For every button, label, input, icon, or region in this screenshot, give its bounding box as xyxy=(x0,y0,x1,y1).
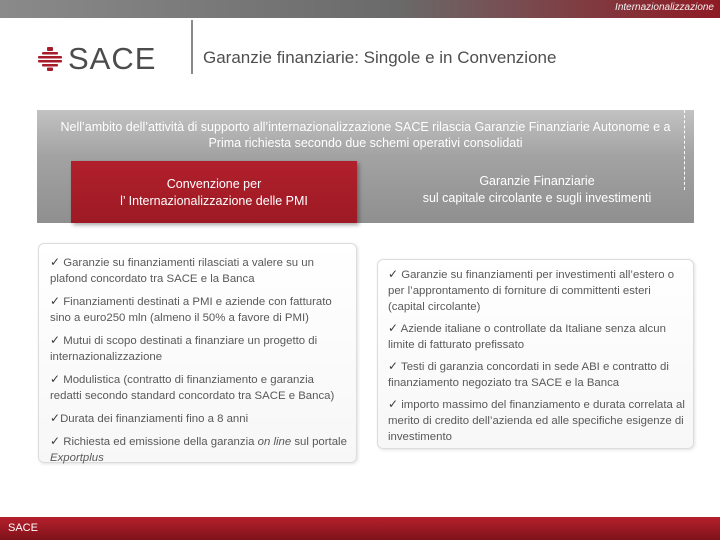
convenzione-details-panel xyxy=(38,243,357,463)
list-item xyxy=(50,293,348,326)
checkmark-icon: ✓ xyxy=(388,397,399,411)
header-divider xyxy=(191,20,193,74)
checkmark-icon: ✓ xyxy=(50,294,61,308)
convenzione-list xyxy=(50,254,348,466)
list-item-text: Garanzie su finanziamenti per investimenti all’estero o per l’approntamento di forniture di committenti esteri (capital circolante) xyxy=(388,269,675,313)
list-item-text: on line xyxy=(257,436,292,448)
list-item xyxy=(50,332,348,365)
sace-logo xyxy=(38,41,157,76)
list-item-text: Mutui di scopo destinati a finanziare un progetto di internazionalizzazione xyxy=(50,335,318,363)
intro-text: Nell’ambito dell’attività di supporto all’internazionalizzazione SACE rilascia Garanzie Finanziarie Autonome e a Prima richiesta secondo due schemi operativi consolidati xyxy=(60,120,671,150)
checkmark-icon: ✓ xyxy=(388,359,399,373)
list-item xyxy=(50,433,348,466)
checkmark-icon: ✓ xyxy=(50,434,61,448)
checkmark-icon: ✓ xyxy=(388,321,399,335)
checkmark-icon: ✓ xyxy=(388,267,399,281)
checkmark-icon: ✓ xyxy=(50,372,61,386)
convenzione-box-label: Convenzione per l’ Internazionalizzazione delle PMI xyxy=(120,177,308,208)
logo-text: SACE xyxy=(68,41,157,76)
page-title: Garanzie finanziarie: Singole e in Convenzione xyxy=(203,48,557,67)
list-item-text: Testi di garanzia concordati in sede ABI e contratto di finanziamento negoziato tra SACE e la Banca xyxy=(388,361,669,389)
list-item xyxy=(50,371,348,404)
list-item xyxy=(388,266,687,315)
convenzione-box xyxy=(71,161,357,223)
garanzie-details-panel xyxy=(377,259,694,449)
footer-label: SACE xyxy=(8,522,38,534)
intro-banner xyxy=(37,110,694,223)
list-item-text: Durata dei finanziamenti fino a 8 anni xyxy=(60,413,249,425)
checkmark-icon: ✓ xyxy=(50,411,61,425)
list-item xyxy=(50,410,348,427)
list-item-text: sul portale xyxy=(291,436,347,448)
list-item xyxy=(388,396,687,445)
checkmark-icon: ✓ xyxy=(50,333,61,347)
dashed-line xyxy=(33,170,34,223)
list-item xyxy=(388,358,687,391)
top-bar xyxy=(0,0,720,18)
checkmark-icon: ✓ xyxy=(50,255,61,269)
list-item-text: Modulistica (contratto di finanziamento e garanzia redatti secondo standard concordato tra SACE e Banca) xyxy=(50,374,335,402)
footer-bar xyxy=(0,517,720,540)
list-item-text: Aziende italiane o controllate da Italiane senza alcun limite di fatturato prefissato xyxy=(388,323,666,351)
section-label: Internazionalizzazione xyxy=(615,2,714,13)
list-item-text: Garanzie su finanziamenti rilasciati a valere su un plafond concordato tra SACE e la Banca xyxy=(50,257,314,285)
list-item-text: Exportplus xyxy=(50,452,104,464)
list-item-text: importo massimo del finanziamento e durata correlata al merito di credito dell’azienda ed alle specifiche esigenze di investimento xyxy=(388,399,685,443)
garanzie-box-label: Garanzie Finanziarie sul capitale circolante e sugli investimenti xyxy=(422,174,652,205)
list-item-text: Richiesta ed emissione della garanzia xyxy=(60,436,258,448)
list-item xyxy=(388,320,687,353)
sace-logo-icon xyxy=(38,47,62,71)
garanzie-list xyxy=(388,266,687,445)
list-item-text: Finanziamenti destinati a PMI e aziende con fatturato sino a euro250 mln (almeno il 50% a favore di PMI) xyxy=(50,296,332,324)
list-item xyxy=(50,254,348,287)
